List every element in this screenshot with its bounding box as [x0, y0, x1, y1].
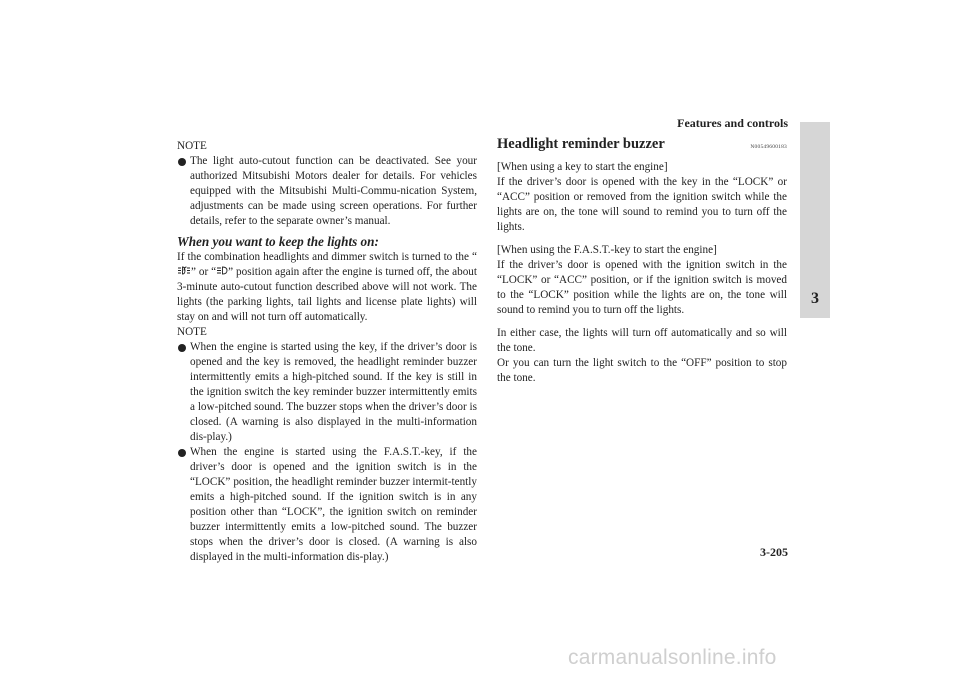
- bullet-icon: [178, 158, 186, 166]
- page-number: 3-205: [760, 545, 788, 559]
- chapter-tab: [800, 122, 830, 318]
- paragraph: If the driver’s door is opened with the key in the “LOCK” or “ACC” position or removed from the ignition switch while the lights are on, the tone will sound to remind you to turn off the lights.: [497, 176, 787, 233]
- note-bullet: [177, 154, 477, 229]
- paragraph: In either case, the lights will turn off automatically and so will the tone.: [497, 327, 787, 354]
- paragraph-text: If the combination headlights and dimmer switch is turned to the “: [177, 251, 477, 263]
- right-column: [497, 137, 787, 386]
- bullet-icon: [178, 344, 186, 352]
- section-subheading: When you want to keep the lights on:: [177, 234, 379, 249]
- watermark: carmanualsonline.info: [568, 646, 777, 669]
- section-heading: Headlight reminder buzzer: [497, 136, 665, 152]
- note-bullet-text: The light auto-cutout function can be deactivated. See your authorized Mitsubishi Motors dealer for details. For vehicles equipped with the Mitsubishi Multi-Commu-nication System, adjustments can be made using screen operations. For further details, refer to the separate owner’s manual.: [190, 155, 477, 227]
- section-heading-row: [497, 137, 787, 155]
- left-column: [177, 139, 477, 565]
- note-bullet: [177, 340, 477, 445]
- reference-code: N00549600183: [750, 144, 787, 150]
- note-label: NOTE: [177, 140, 207, 152]
- paragraph: If the driver’s door is opened with the ignition switch in the “LOCK” or “ACC” position, or if the ignition switch is moved to the “LOCK” position while the lights are on, the tone will sound to remind you to turn off the lights.: [497, 259, 787, 316]
- paragraph: Or you can turn the light switch to the “OFF” position to stop the tone.: [497, 357, 787, 384]
- note-bullet-text: When the engine is started using the F.A.S.T.-key, if the driver’s door is opened and the ignition switch is in the “LOCK” position, the headlight reminder buzzer intermit-tently emits a high-pitched sound. If the ignition switch is in any position other than “LOCK”, the ignition switch on reminder buzzer intermittently emits a low-pitched sound. The buzzer stops when the driver’s door is closed. (A warning is also displayed in the multi-information dis-play.): [190, 446, 477, 564]
- paragraph-text: ” position again after the engine is turned off, the about 3-minute auto-cutout function described above will not work. The lights (the parking lights, tail lights and license plate lights) will stay on and will not turn off automatically.: [177, 266, 477, 324]
- parking-light-icon: [177, 265, 191, 280]
- bullet-icon: [178, 449, 186, 457]
- paragraph: [When using a key to start the engine]: [497, 161, 668, 173]
- paragraph-text: ” or “: [191, 266, 217, 279]
- paragraph: [When using the F.A.S.T.-key to start the engine]: [497, 244, 717, 256]
- note-label: NOTE: [177, 326, 207, 339]
- keep-lights-paragraph: [177, 250, 477, 325]
- note-bullet-text: When the engine is started using the key, if the driver’s door is opened and the key is removed, the headlight reminder buzzer intermittently emits a high-pitched sound. If the key is still in the ignition switch the key reminder buzzer intermittently emits a low-pitched sound. The buzzer stops when the driver’s door is closed. (A warning is also displayed in the multi-information dis-play.): [190, 341, 477, 444]
- chapter-number: 3: [811, 290, 819, 307]
- note-bullet: [177, 445, 477, 565]
- header-title: Features and controls: [677, 116, 788, 130]
- headlight-icon: [216, 265, 228, 280]
